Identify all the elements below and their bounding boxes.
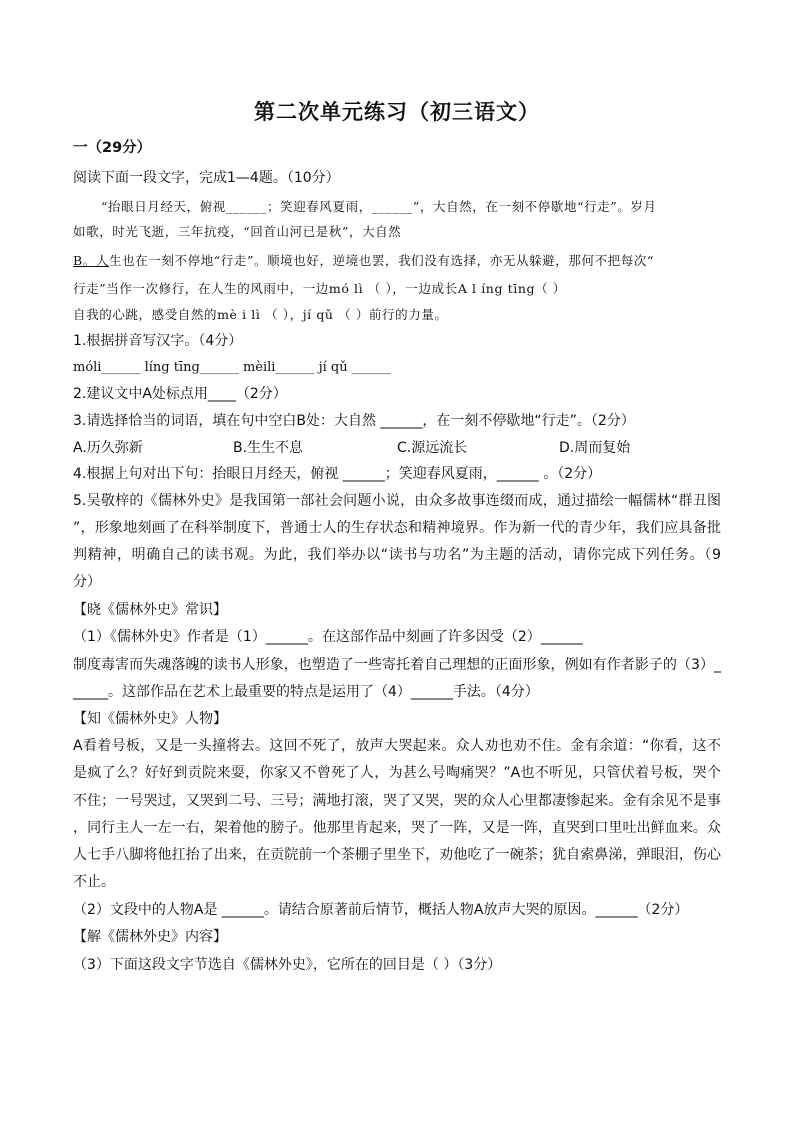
section-heading: 一（29分） xyxy=(73,140,152,156)
passage-line-5: 自我的心跳，感受自然的mè i lì （ ），jí qǔ （ ）前行的力量。 xyxy=(73,307,448,322)
passage-line-2: 如歌，时光飞逝，三年抗疫，“回首山河已是秋”，大自然 xyxy=(73,224,402,239)
excerpt-line-1: A看着号板，又是一头撞将去。这回不死了，放声大哭起来。众人劝也劝不住。金有余道：“你看，这不 xyxy=(73,738,721,754)
question-1: 1.根据拼音写汉字。（4分） xyxy=(73,333,243,349)
excerpt-line-2: 是疯了么？好好到贡院来耍，你家又不曾死了人，为甚么号啕痛哭？”A也不听见，只管伏着号板，哭个 xyxy=(73,765,721,781)
option-a: A.历久弥新 xyxy=(73,440,143,456)
passage-line-4: 行走”当作一次修行，在人生的风雨中，一边mó lì （ ），一边成长A l íng tīng（ ） xyxy=(73,281,566,296)
excerpt-line-5: 人七手八脚将他扛抬了出来，在贡院前一个茶棚子里坐下，劝他吃了一碗茶；犹自索鼻涕，弹眼泪，伤心 xyxy=(73,847,721,863)
subsection-heading-content: 【解《儒林外史》内容】 xyxy=(73,929,227,945)
subquestion-3: （3）下面这段文字节选自《儒林外史》，它所在的回目是（ ）（3分） xyxy=(73,957,502,973)
question-2: 2.建议文中A处标点用____（2分） xyxy=(73,386,287,402)
passage-line-1: “抬眼日月经天，俯视______；笑迎春风夏雨，______”，大自然，在一刻不停歇地“行走”。岁月 xyxy=(101,199,657,214)
option-b: B.生生不息 xyxy=(233,440,304,456)
marker-b: B。人 xyxy=(73,253,109,268)
passage-line-3 xyxy=(73,251,654,271)
excerpt-line-4: ，同行主人一左一右，架着他的膀子。他那里肯起来，哭了一阵，又是一阵，直哭到口里吐出鲜血来。众 xyxy=(73,820,721,836)
question-5-line-3: 判精神，明确自己的读书观。为此，我们举办以“读书与功名”为主题的活动，请你完成下列任务。（9 xyxy=(73,547,721,563)
question-3: 3.请选择恰当的词语，填在句中空白B处：大自然 ______，在一刻不停歇地“行走”。（2分） xyxy=(73,413,635,429)
subquestion-1-line-1: （1）《儒林外史》作者是（1）______。在这部作品中刻画了许多因受（2）______ xyxy=(73,629,583,645)
excerpt-line-3: 不住；一号哭过，又哭到二号、三号；满地打滚，哭了又哭，哭的众人心里都凄惨起来。金有余见不是事 xyxy=(73,793,721,809)
excerpt-line-6: 不止。 xyxy=(73,874,115,890)
subquestion-2: （2）文段中的人物A是 ______。请结合原著前后情节，概括人物A放声大哭的原因。______（2分） xyxy=(73,902,689,918)
subsection-heading-characters: 【知《儒林外史》人物】 xyxy=(73,711,227,727)
question-5-line-1: 5.吴敬梓的《儒林外史》是我国第一部社会问题小说，由众多故事连缀而成，通过描绘一幅儒林“群丑图 xyxy=(73,493,721,509)
question-5-line-4: 分） xyxy=(73,574,101,590)
question-5-line-2: ”，形象地刻画了在科举制度下，普通士人的生存状态和精神境界。作为新一代的青少年，我们应具备批 xyxy=(73,520,721,536)
subquestion-1-line-3: _____。这部作品在艺术上最重要的特点是运用了（4）______手法。（4分） xyxy=(73,684,539,700)
page-title: 第二次单元练习（初三语文） xyxy=(254,100,540,124)
passage-line-3-text: 生也在一刻不停地“行走”。顺境也好，逆境也罢，我们没有选择，亦无从躲避，那何不把每次“ xyxy=(109,253,654,268)
subsection-heading-knowledge: 【晓《儒林外史》常识】 xyxy=(73,602,227,618)
option-d: D.周而复始 xyxy=(559,440,631,456)
subquestion-1-line-2: 制度毒害而失魂落魄的读书人形象，也塑造了一些寄托着自己理想的正面形象，例如有作者影子的（3）_ xyxy=(73,657,721,673)
question-1-pinyin-blanks: móli______ líng tīng______ mèili______ jí qǔ ______ xyxy=(73,360,391,375)
question-4: 4.根据上句对出下句：抬眼日月经天，俯视 ______；笑迎春风夏雨，______ 。（2分） xyxy=(73,466,602,482)
reading-instruction: 阅读下面一段文字，完成1—4题。（10分） xyxy=(73,170,340,186)
option-c: C.源远流长 xyxy=(397,440,468,456)
